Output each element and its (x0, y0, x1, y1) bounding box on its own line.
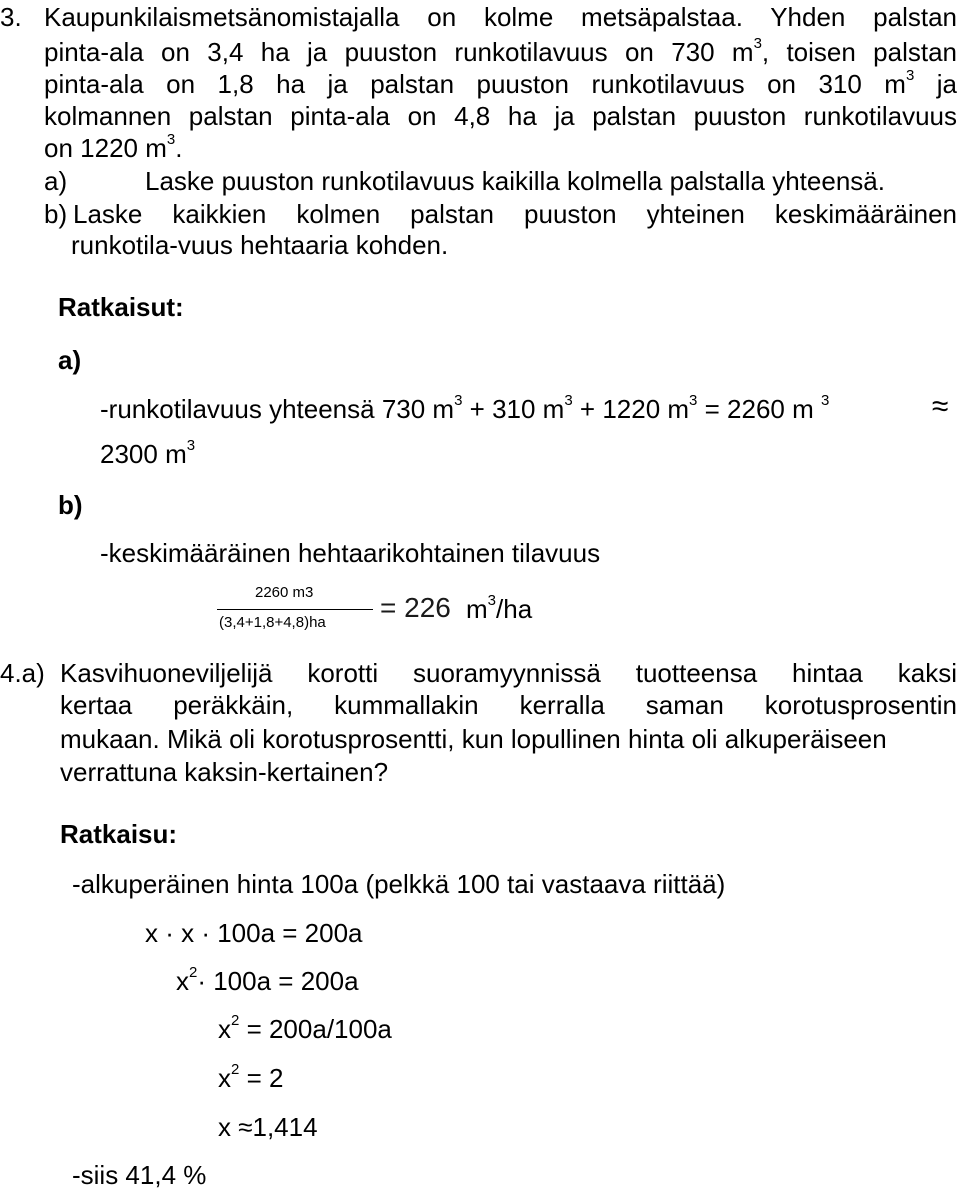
task3-line-4: kolmannen palstan pinta-ala on 4,8 ha ja palstan puuston runkotilavuus (44, 101, 957, 131)
task3-number: 3. (0, 2, 22, 32)
task4-line-4: verrattuna kaksin-kertainen? (60, 757, 389, 787)
question-3b-text-line-2: runkotila-vuus hehtaaria kohden. (71, 230, 449, 260)
equation-5: x ≈1,414 (218, 1112, 318, 1142)
solution-a-line-2: 2300 $m^3$ (100, 437, 196, 469)
task4-line-2: kertaa peräkkäin, kummallakin kerralla saman korotusprosentin (60, 690, 957, 720)
fraction-numerator: 2260 m3 (255, 584, 314, 601)
solution-a-line-1: -runkotilavuus yhteensä 730 $m^3 + 310$ $m^3 + 1220$ $m^3 = 2260$ m $^3$ (100, 392, 830, 424)
equation-1: x · x · 100a = 200a (145, 918, 363, 948)
equation-3: $x^2 = 200a/100a$ (218, 1012, 392, 1044)
question-3a-label: a) (44, 166, 68, 196)
question-3b-text-line-1: Laske kaikkien kolmen palstan puuston yhteinen keskimääräinen (73, 199, 957, 229)
task3-line-2: pinta-ala on 3,4 ha ja puuston runkotilavuus on 730 $m^3$, toisen palstan (44, 35, 957, 67)
fraction-formula (217, 583, 373, 633)
equation-4: $x^2 = 2$ (218, 1061, 284, 1093)
fraction-bar (217, 609, 373, 610)
task3-line-5: on 1220 $m^3$. (44, 131, 183, 163)
task3-line-3: pinta-ala on 1,8 ha ja palstan puuston runkotilavuus on 310 $m^3$ ja (44, 67, 957, 99)
solutions-heading: Ratkaisut: (58, 292, 184, 322)
task4-label: 4.a) (0, 658, 45, 688)
solution-b-line-1: -keskimääräinen hehtaarikohtainen tilavuus (100, 538, 601, 568)
equation-2: $x^2\cdot 100a = 200a$ (176, 964, 359, 996)
solution4-conclusion: -siis 41,4 % (72, 1160, 207, 1190)
approx-symbol: ≈ (932, 390, 949, 423)
unit-per-hectare: $m^3/ha$ (466, 592, 533, 624)
task4-line-1: Kasvihuoneviljelijä korotti suoramyynnissä tuotteensa hintaa kaksi (60, 658, 957, 688)
task4-line-3: mukaan. Mikä oli korotusprosentti, kun lopullinen hinta oli alkuperäiseen (60, 724, 887, 754)
solution-b-label: b) (58, 490, 83, 520)
fraction-denominator: (3,4+1,8+4,8)ha (219, 614, 326, 631)
solution4-intro: -alkuperäinen hinta 100a (pelkkä 100 tai vastaava riittää) (72, 869, 726, 899)
solution4-heading: Ratkaisu: (60, 819, 178, 849)
question-3a-text: Laske puuston runkotilavuus kaikilla kolmella palstalla yhteensä. (145, 166, 885, 196)
task3-line-1: Kaupunkilaismetsänomistajalla on kolme metsäpalstaa. Yhden palstan (44, 2, 957, 32)
fraction-result: = 226 (380, 592, 451, 623)
solution-a-label: a) (58, 345, 82, 375)
question-3b-label: b) (44, 199, 68, 229)
